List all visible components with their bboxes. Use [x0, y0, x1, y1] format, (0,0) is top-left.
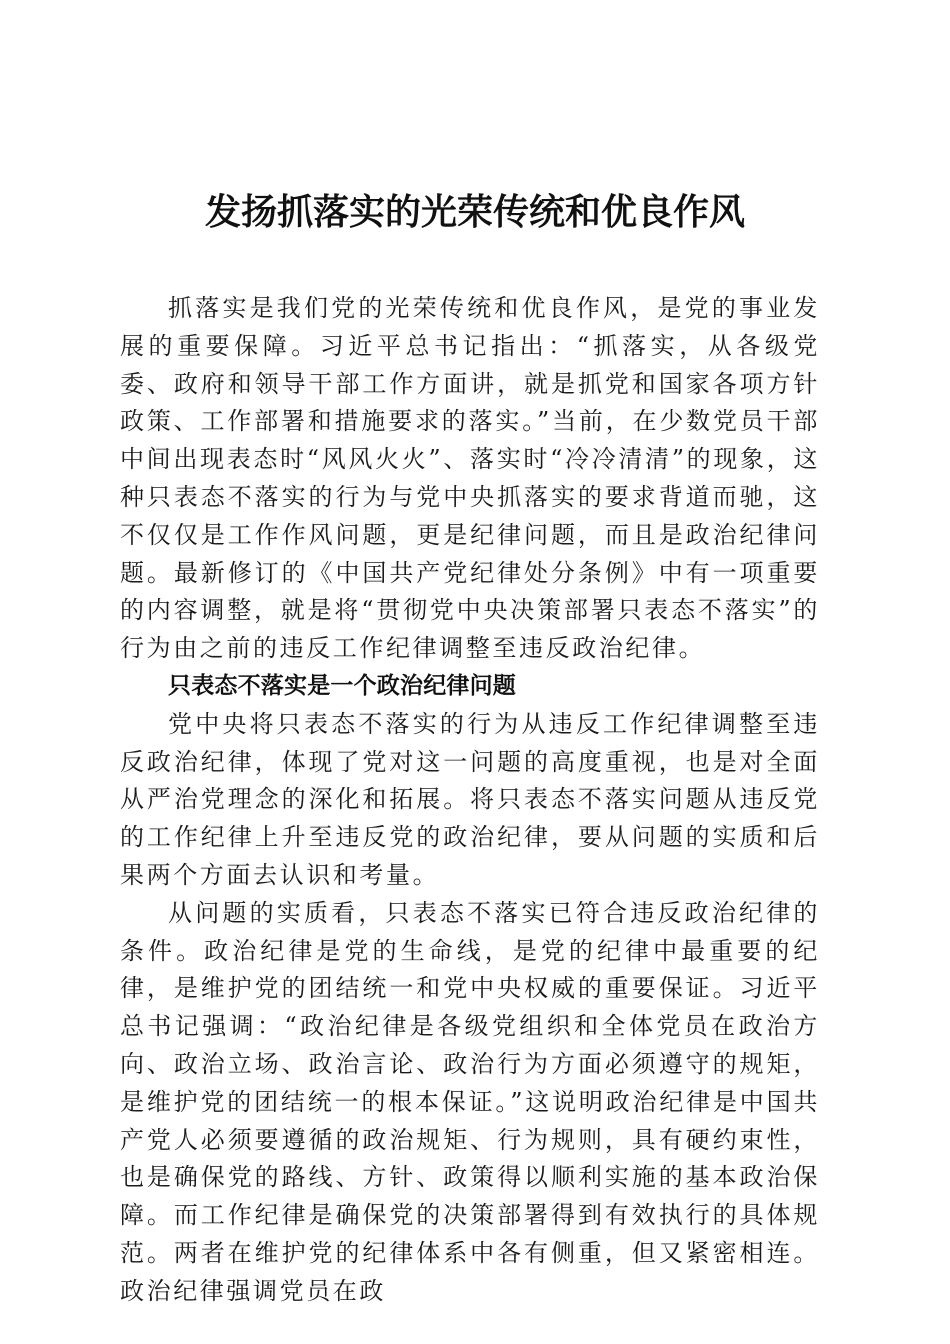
section-heading: 只表态不落实是一个政治纪律问题 — [168, 672, 516, 699]
document-title: 发扬抓落实的光荣传统和优良作风 — [204, 191, 745, 233]
intro-paragraph: 抓落实是我们党的光荣传统和优良作风，是党的事业发展的重要保障。习近平总书记指出：“抓落实，从各级党委、政府和领导干部工作方面讲，就是抓党和国家各项方针政策、工作部署和措施要求的落实。”当前，在少数党员干部中间出现表态时“风风火火”、落实时“冷冷清清”的现象，这种只表态不落实的行为与党中央抓落实的要求背道而驰，这不仅仅是工作作风问题，更是纪律问题，而且是政治纪律问题。最新修订的《中国共产党纪律处分条例》中有一项重要的内容调整，就是将“贯彻党中央决策部署只表态不落实”的行为由之前的违反工作纪律调整至违反政治纪律。 — [120, 294, 820, 663]
section-paragraph-1: 党中央将只表态不落实的行为从违反工作纪律调整至违反政治纪律，体现了党对这一问题的高度重视，也是对全面从严治党理念的深化和拓展。将只表态不落实问题从违反党的工作纪律上升至违反党的政治纪律，要从问题的实质和后果两个方面去认识和考量。 — [120, 709, 820, 889]
section-paragraph-2: 从问题的实质看，只表态不落实已符合违反政治纪律的条件。政治纪律是党的生命线，是党的纪律中最重要的纪律，是维护党的团结统一和党中央权威的重要保证。习近平总书记强调：“政治纪律是各级党组织和全体党员在政治方向、政治立场、政治言论、政治行为方面必须遵守的规矩，是维护党的团结统一的根本保证。”这说明政治纪律是中国共产党人必须要遵循的政治规矩、行为规则，具有硬约束性，也是确保党的路线、方针、政策得以顺利实施的基本政治保障。而工作纪律是确保党的决策部署得到有效执行的具体规范。两者在维护党的纪律体系中各有侧重，但又紧密相连。政治纪律强调党员在政 — [120, 898, 820, 1305]
document-body — [120, 290, 820, 1311]
